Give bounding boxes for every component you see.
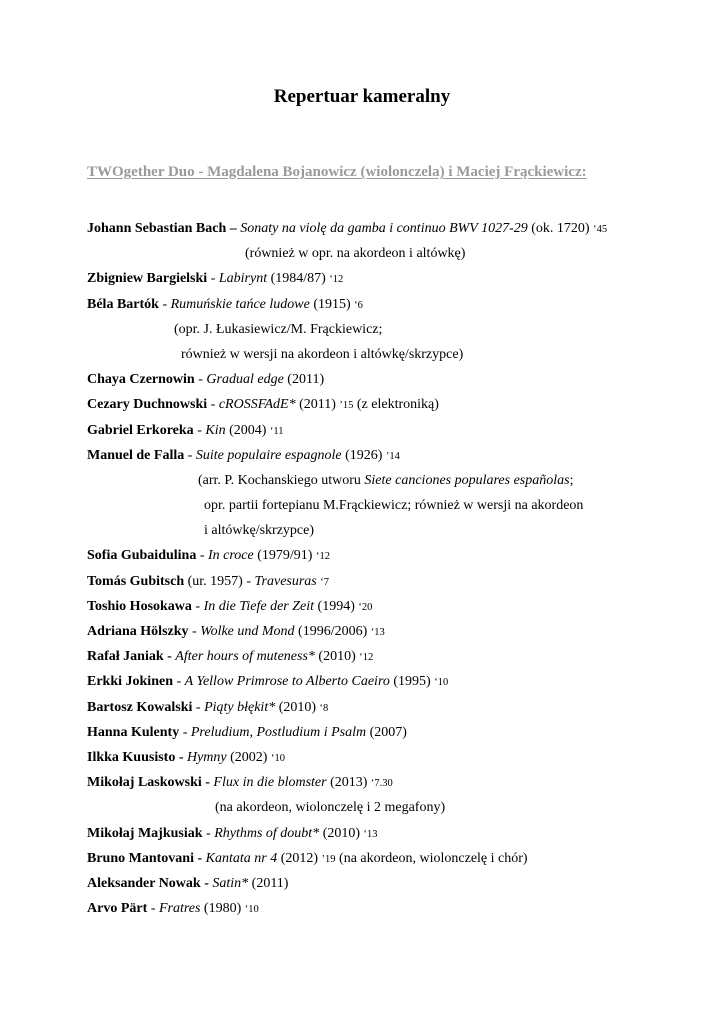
work-title: Siete canciones populares españolas <box>364 472 570 488</box>
line-text: opr. partii fortepianu M.Frąckiewicz; również w wersji na akordeon <box>204 498 584 514</box>
line-text: (1995) <box>389 674 435 690</box>
work-title: Kin <box>205 422 226 438</box>
work-title: Satin* <box>212 875 249 891</box>
repertoire-line <box>0 266 724 291</box>
duration: ‘45 <box>593 224 608 235</box>
composer-name: Rafał Janiak - <box>87 649 172 665</box>
repertoire-line <box>0 720 724 745</box>
repertoire-line <box>0 695 724 720</box>
work-title: Fratres <box>158 901 201 917</box>
composer-name: Adriana Hölszky <box>87 624 189 639</box>
work-title: Gradual edge <box>206 372 284 388</box>
line-text: - <box>172 674 185 690</box>
duration: ‘11 <box>269 425 284 437</box>
line-text: - <box>194 372 207 388</box>
duration: ‘20 <box>358 601 373 613</box>
line-text: (2011) <box>295 397 340 413</box>
work-title: Piąty błękit* <box>204 699 276 715</box>
line-text: - <box>207 397 219 413</box>
line-text: (arr. P. Kochanskiego utworu <box>198 472 365 488</box>
repertoire-line <box>0 216 724 241</box>
repertoire-line <box>0 543 724 568</box>
line-text: - <box>179 724 191 740</box>
duration: ’15 <box>339 400 354 412</box>
line-text: - <box>147 901 159 917</box>
duration: ‘13 <box>363 828 378 840</box>
repertoire-line <box>0 745 724 770</box>
repertoire-line <box>0 443 724 468</box>
work-title: Hymny <box>186 749 227 765</box>
work-title: Labirynt <box>218 271 268 287</box>
composer-name: Aleksander Nowak - <box>87 875 209 891</box>
composer-name: Bartosz Kowalski <box>87 699 193 715</box>
composer-name: Toshio Hosokawa <box>87 598 192 614</box>
duration: ‘8 <box>319 702 329 714</box>
line-text: (2013) <box>326 775 371 791</box>
line-text: (1994) <box>314 598 359 614</box>
line-text: (na akordeon, wiolonczelę i chór) <box>335 850 528 866</box>
repertoire-line <box>0 871 724 896</box>
line-text: (1996/2006) <box>294 624 371 639</box>
work-title: Sonaty na violę da gamba i continuo BWV 1027-29 <box>240 221 528 236</box>
repertoire-line <box>0 367 724 392</box>
composer-name: Zbigniew Bargielski <box>87 271 208 287</box>
repertoire-line <box>0 821 724 846</box>
line-text: - <box>158 296 171 312</box>
line-text: - <box>202 825 215 841</box>
work-title: Rhythms of doubt* <box>214 825 320 841</box>
composer-name: Erkki Jokinen <box>87 674 173 690</box>
repertoire-line <box>0 392 724 417</box>
repertoire-line <box>0 317 724 342</box>
repertoire-line <box>0 241 724 266</box>
line-text: (2002) <box>226 749 271 765</box>
line-text: (2010) <box>319 825 364 841</box>
repertoire-line <box>0 896 724 921</box>
page-title: Repertuar kameralny <box>273 86 451 107</box>
composer-name: Sofia Gubaidulina <box>87 548 197 564</box>
line-text: (1980) <box>200 901 245 917</box>
line-text: - <box>191 598 204 614</box>
composer-name: Chaya Czernowin <box>87 372 195 388</box>
line-text: również w wersji na akordeon i altówkę/skrzypce) <box>181 346 464 362</box>
duration: ‘13 <box>370 627 385 638</box>
work-title: Rumuńskie tańce ludowe <box>170 296 310 312</box>
duration: ’19 <box>321 853 336 865</box>
composer-name: Mikołaj Majkusiak <box>87 825 203 841</box>
line-text: - <box>188 624 201 639</box>
composer-name: Tomás Gubitsch <box>87 573 185 589</box>
composer-name: Ilkka Kuusisto - <box>87 749 184 765</box>
repertoire-line <box>0 594 724 619</box>
duration: ‘12 <box>315 551 330 563</box>
composer-name: Hanna Kulenty <box>87 724 180 740</box>
composer-name: Johann Sebastian Bach – <box>87 221 237 236</box>
composer-name: Bruno Mantovani - <box>87 850 203 866</box>
line-text: - <box>207 271 219 287</box>
line-text: (2004) <box>225 422 270 438</box>
repertoire-line <box>0 846 724 871</box>
repertoire-line <box>0 292 724 317</box>
work-title: Travesuras <box>254 573 317 589</box>
composer-name: Cezary Duchnowski <box>87 397 208 413</box>
line-text: ; <box>569 472 574 488</box>
work-title: Suite populaire espagnole <box>195 447 342 463</box>
line-text: (na akordeon, wiolonczelę i 2 megafony) <box>215 800 446 816</box>
duration: ‘10 <box>434 677 449 689</box>
repertoire-line <box>0 518 724 543</box>
duration: ‘12 <box>329 274 344 286</box>
line-text: - <box>192 699 205 715</box>
composer-name: Béla Bartók <box>87 296 159 312</box>
duration: ‘7.30 <box>370 778 393 790</box>
repertoire-line <box>0 795 724 820</box>
line-text: (1915) <box>309 296 355 312</box>
work-title: Flux in die blomster <box>213 775 327 791</box>
duration: ‘12 <box>359 652 374 664</box>
work-title: In croce <box>208 548 254 564</box>
line-text: - <box>196 548 208 564</box>
repertoire-line <box>0 770 724 795</box>
work-title: cROSSFAdE* <box>218 397 296 413</box>
work-title: In die Tiefe der Zeit <box>203 598 315 614</box>
line-text: (2011) <box>283 372 325 388</box>
composer-name: Mikołaj Laskowski - <box>87 775 210 791</box>
line-text: (opr. J. Łukasiewicz/M. Frąckiewicz; <box>174 321 383 337</box>
repertoire-line <box>0 644 724 669</box>
work-title: Preludium, Postludium i Psalm <box>190 724 367 740</box>
repertoire-line <box>0 569 724 594</box>
duration: ‘10 <box>270 752 285 764</box>
repertoire-line <box>0 418 724 443</box>
repertoire-line <box>0 619 724 644</box>
repertoire-line <box>0 669 724 694</box>
repertoire-line <box>0 493 724 518</box>
line-text: (1979/91) <box>253 548 316 564</box>
repertoire-line <box>0 342 724 367</box>
line-text: (2010) <box>314 649 360 665</box>
line-text: - <box>184 447 196 463</box>
work-title: Wolke und Mond <box>200 624 295 639</box>
line-text: (1984/87) <box>267 271 330 287</box>
work-title: Kantata nr 4 <box>205 850 278 866</box>
composer-name: Arvo Pärt <box>87 901 148 917</box>
line-text: - <box>193 422 206 438</box>
line-text: (z elektroniką) <box>353 397 439 413</box>
duration: ‘6 <box>354 299 363 311</box>
line-text: (1926) <box>341 447 386 463</box>
line-text: (2011) <box>248 875 289 891</box>
repertoire-list <box>0 216 724 921</box>
duration: ‘10 <box>244 904 259 916</box>
line-text: (ok. 1720) <box>527 221 594 236</box>
composer-name: Gabriel Erkoreka <box>87 422 194 438</box>
duration: ’14 <box>385 450 400 462</box>
composer-name: Manuel de Falla <box>87 447 185 463</box>
line-text: (ur. 1957) - <box>184 573 255 589</box>
line-text: (2007) <box>366 724 407 740</box>
line-text: i altówkę/skrzypce) <box>204 523 315 539</box>
line-text: (2010) <box>275 699 320 715</box>
line-text: (również w opr. na akordeon i altówkę) <box>245 246 466 262</box>
ensemble-heading: TWOgether Duo - Magdalena Bojanowicz (wiolonczela) i Maciej Frąckiewicz: <box>87 164 587 180</box>
duration: ‘7 <box>320 576 329 588</box>
repertoire-line <box>0 468 724 493</box>
line-text: (2012) <box>277 850 322 866</box>
work-title: After hours of muteness* <box>175 649 315 665</box>
work-title: A Yellow Primrose to Alberto Caeiro <box>184 674 390 690</box>
